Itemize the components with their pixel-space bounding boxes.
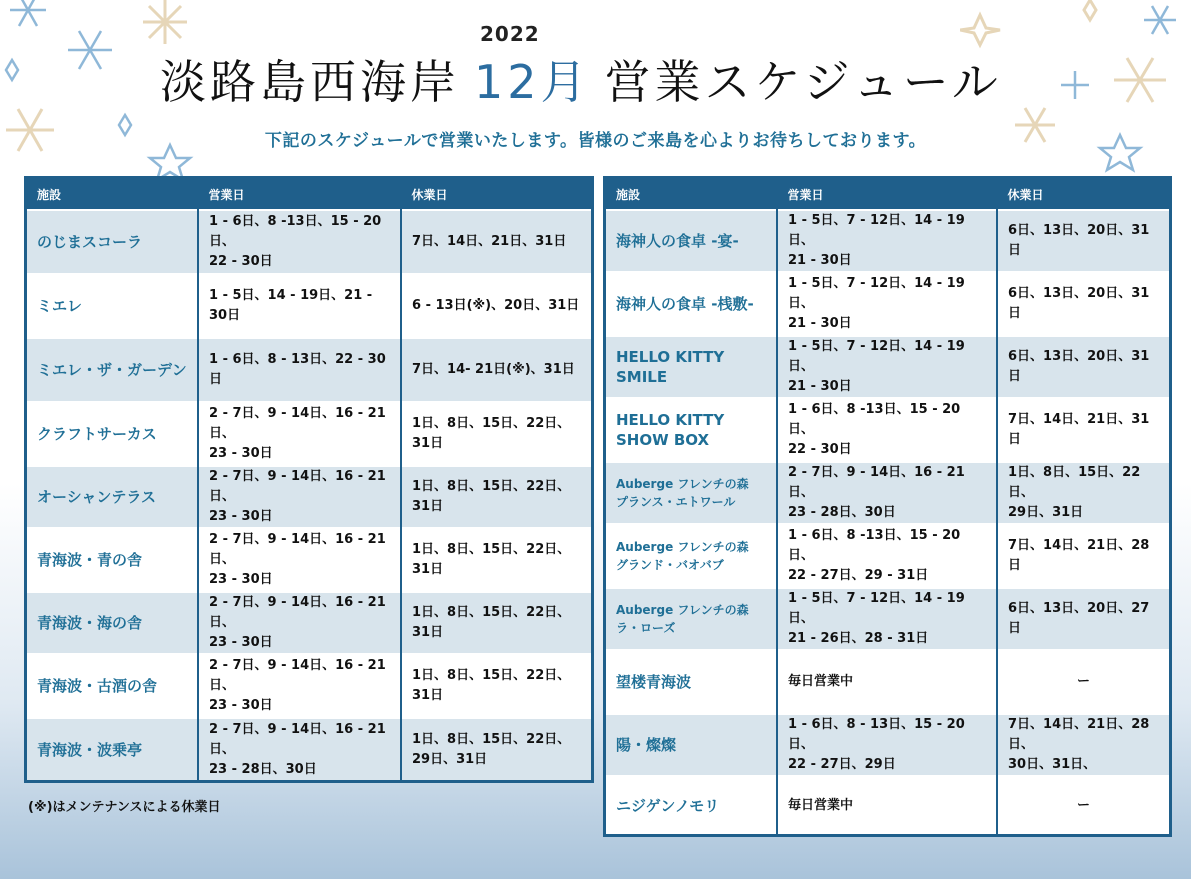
closed-days: 7日、14日、21日、31日 xyxy=(997,398,1169,462)
table-row xyxy=(27,402,591,466)
facility-name: ミエレ xyxy=(27,274,198,338)
table-row xyxy=(606,336,1169,398)
page-title xyxy=(160,22,1040,112)
column-header-open: 営業日 xyxy=(777,179,997,210)
open-days: 2 - 7日、9 - 14日、16 - 21日、 23 - 28日、30日 xyxy=(198,718,401,780)
table-row xyxy=(27,528,591,592)
title-month-group xyxy=(474,22,591,112)
schedule-table-left xyxy=(24,176,594,783)
maintenance-footnote: (※)はメンテナンスによる休業日 xyxy=(28,800,221,815)
page-header xyxy=(0,0,1191,170)
facility-name: クラフトサーカス xyxy=(27,402,198,466)
closed-days: 6 - 13日(※)、20日、31日 xyxy=(401,274,591,338)
closed-days: 1日、8日、15日、22日、 29日、31日 xyxy=(997,462,1169,524)
table-row xyxy=(606,776,1169,834)
closed-days: ー xyxy=(997,650,1169,714)
open-days: 2 - 7日、9 - 14日、16 - 21日、 23 - 28日、30日 xyxy=(777,462,997,524)
open-days: 1 - 5日、7 - 12日、14 - 19日、 21 - 26日、28 - 31日 xyxy=(777,588,997,650)
facility-name: Auberge フレンチの森 グランド・バオバブ xyxy=(606,524,777,588)
table-row xyxy=(606,714,1169,776)
table-row xyxy=(606,398,1169,462)
table-row xyxy=(27,274,591,338)
closed-days: 6日、13日、20日、31日 xyxy=(997,210,1169,272)
facility-name: HELLO KITTY SHOW BOX xyxy=(606,398,777,462)
table-header-row xyxy=(27,179,591,210)
table-row xyxy=(606,650,1169,714)
closed-days: 1日、8日、15日、22日、 29日、31日 xyxy=(401,718,591,780)
table-row xyxy=(27,210,591,274)
closed-days: 6日、13日、20日、31日 xyxy=(997,272,1169,336)
column-header-closed: 休業日 xyxy=(997,179,1169,210)
open-days: 2 - 7日、9 - 14日、16 - 21日、 23 - 30日 xyxy=(198,528,401,592)
closed-days: 6日、13日、20日、31日 xyxy=(997,336,1169,398)
open-days: 2 - 7日、9 - 14日、16 - 21日、 23 - 30日 xyxy=(198,654,401,718)
open-days: 1 - 5日、7 - 12日、14 - 19日、 21 - 30日 xyxy=(777,210,997,272)
open-days: 1 - 6日、8 -13日、15 - 20日、 22 - 30日 xyxy=(198,210,401,274)
table-row xyxy=(27,466,591,528)
table-row xyxy=(27,718,591,780)
closed-days: 7日、14日、21日、31日 xyxy=(401,210,591,274)
facility-name: 海神人の食卓 -桟敷- xyxy=(606,272,777,336)
facility-name: ニジゲンノモリ xyxy=(606,776,777,834)
title-location: 淡路島西海岸 xyxy=(160,55,460,109)
open-days: 2 - 7日、9 - 14日、16 - 21日、 23 - 30日 xyxy=(198,402,401,466)
title-month: 12月 xyxy=(474,55,591,109)
open-days: 1 - 6日、8 -13日、15 - 20日、 22 - 27日、29 - 31日 xyxy=(777,524,997,588)
facility-name: のじまスコーラ xyxy=(27,210,198,274)
open-days: 1 - 5日、7 - 12日、14 - 19日、 21 - 30日 xyxy=(777,272,997,336)
facility-name: 海神人の食卓 -宴- xyxy=(606,210,777,272)
table-row xyxy=(606,462,1169,524)
facility-name: 青海波・海の舎 xyxy=(27,592,198,654)
title-year: 2022 xyxy=(480,22,540,46)
column-header-facility: 施設 xyxy=(606,179,777,210)
table-row xyxy=(606,588,1169,650)
facility-name: Auberge フレンチの森 プランス・エトワール xyxy=(606,462,777,524)
column-header-closed: 休業日 xyxy=(401,179,591,210)
facility-name: ミエレ・ザ・ガーデン xyxy=(27,338,198,402)
facility-name: 望楼青海波 xyxy=(606,650,777,714)
open-days: 1 - 5日、14 - 19日、21 - 30日 xyxy=(198,274,401,338)
facility-name: オーシャンテラス xyxy=(27,466,198,528)
closed-days: 1日、8日、15日、22日、 31日 xyxy=(401,466,591,528)
table-row xyxy=(27,592,591,654)
closed-days: 7日、14日、21日、28日 xyxy=(997,524,1169,588)
open-days: 1 - 5日、7 - 12日、14 - 19日、 21 - 30日 xyxy=(777,336,997,398)
open-days: 2 - 7日、9 - 14日、16 - 21日、 23 - 30日 xyxy=(198,592,401,654)
closed-days: 7日、14- 21日(※)、31日 xyxy=(401,338,591,402)
open-days: 1 - 6日、8 - 13日、15 - 20日、 22 - 27日、29日 xyxy=(777,714,997,776)
page-subtitle: 下記のスケジュールで営業いたします。皆様のご来島を心よりお待ちしております。 xyxy=(264,131,927,151)
facility-name: HELLO KITTY SMILE xyxy=(606,336,777,398)
table-row xyxy=(27,338,591,402)
facility-name: 陽・燦燦 xyxy=(606,714,777,776)
facility-name: 青海波・青の舎 xyxy=(27,528,198,592)
table-row xyxy=(27,654,591,718)
open-days: 1 - 6日、8 -13日、15 - 20日、 22 - 30日 xyxy=(777,398,997,462)
closed-days: 1日、8日、15日、22日、 31日 xyxy=(401,528,591,592)
closed-days: 7日、14日、21日、28日、 30日、31日、 xyxy=(997,714,1169,776)
table-row xyxy=(606,524,1169,588)
table-row xyxy=(606,210,1169,272)
closed-days: ー xyxy=(997,776,1169,834)
table-header-row xyxy=(606,179,1169,210)
open-days: 2 - 7日、9 - 14日、16 - 21日、 23 - 30日 xyxy=(198,466,401,528)
schedule-table-right xyxy=(603,176,1172,837)
title-schedule: 営業スケジュール xyxy=(604,55,1002,109)
table-row xyxy=(606,272,1169,336)
closed-days: 1日、8日、15日、22日、 31日 xyxy=(401,402,591,466)
open-days: 毎日営業中 xyxy=(777,650,997,714)
open-days: 毎日営業中 xyxy=(777,776,997,834)
closed-days: 1日、8日、15日、22日、 31日 xyxy=(401,592,591,654)
open-days: 1 - 6日、8 - 13日、22 - 30日 xyxy=(198,338,401,402)
facility-name: 青海波・古酒の舎 xyxy=(27,654,198,718)
closed-days: 1日、8日、15日、22日、 31日 xyxy=(401,654,591,718)
schedule-table-right-body xyxy=(606,210,1169,834)
column-header-open: 営業日 xyxy=(198,179,401,210)
closed-days: 6日、13日、20日、27日 xyxy=(997,588,1169,650)
column-header-facility: 施設 xyxy=(27,179,198,210)
facility-name: 青海波・波乗亭 xyxy=(27,718,198,780)
facility-name: Auberge フレンチの森 ラ・ローズ xyxy=(606,588,777,650)
schedule-table-left-body xyxy=(27,210,591,780)
